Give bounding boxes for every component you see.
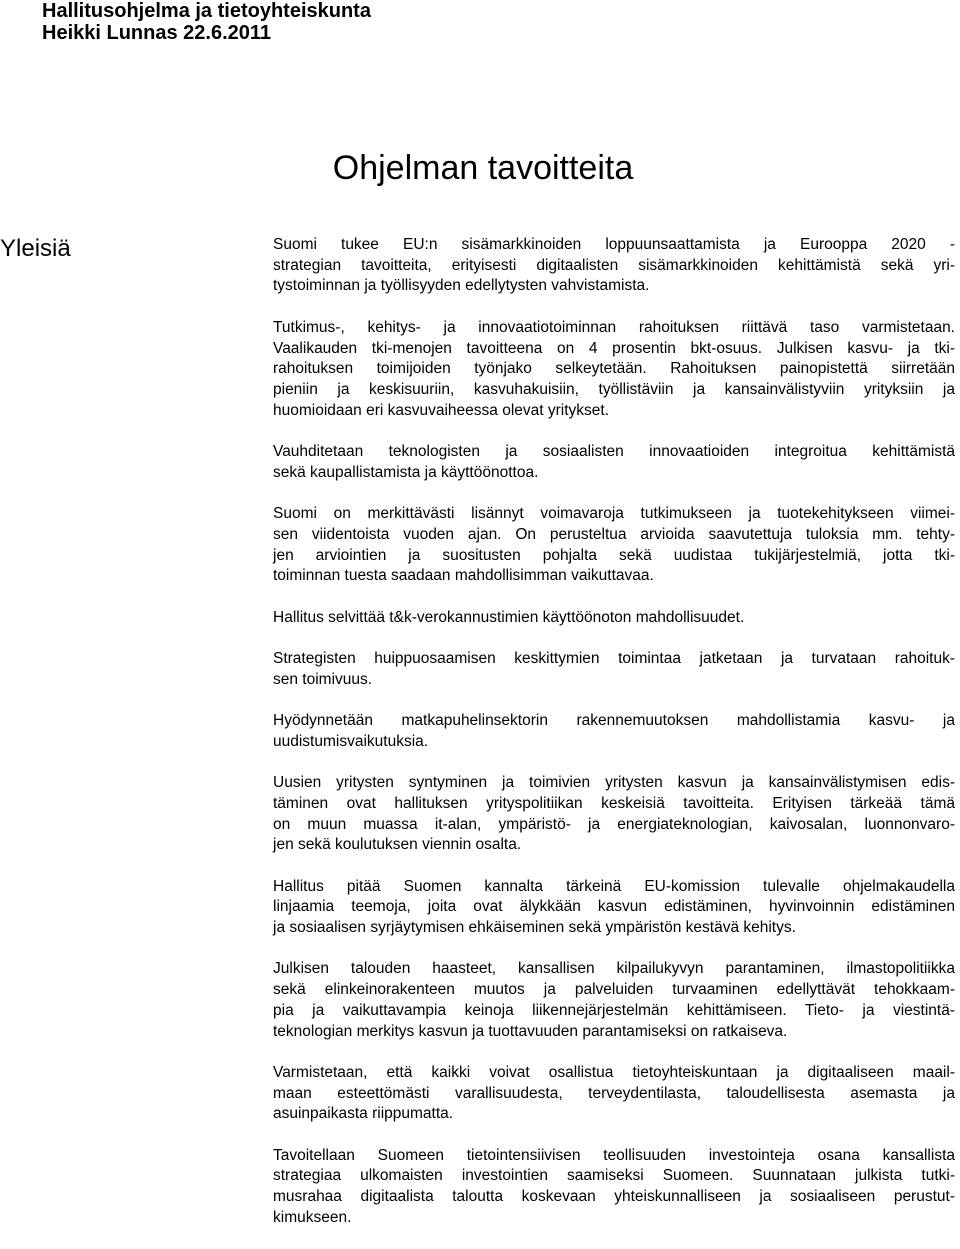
paragraph-line: toiminnan tuesta saadaan mahdollisimman vaikuttavaa. <box>273 567 654 585</box>
paragraph-line: Tutkimus-, kehitys- ja innovaatiotoiminnan rahoituksen riittävä taso varmistetaan. <box>273 318 955 336</box>
paragraph-line: Strategisten huippuosaamisen keskittymien toimintaa jatketaan ja turvataan rahoituk- <box>273 649 955 667</box>
paragraph-line: Tavoitellaan Suomeen tietointensiivisen teollisuuden investointeja osana kansallista <box>273 1146 955 1164</box>
paragraph-line: kimukseen. <box>273 1208 352 1226</box>
paragraph-line: strategiaa ulkomaisten investointien saamiseksi Suomeen. Suunnataan julkista tutki- <box>273 1167 955 1185</box>
paragraph-line: Uusien yritysten syntyminen ja toimivien yritysten kasvun ja kansainvälistymisen edis- <box>273 774 955 792</box>
paragraph-line: Suomi on merkittävästi lisännyt voimavaroja tutkimukseen ja tuotekehitykseen viimei- <box>273 505 955 523</box>
paragraph-line: sen viidentoista vuoden ajan. On perusteltua arvioida saavutettuja tuloksia mm. tehty- <box>273 525 955 543</box>
paragraph <box>273 235 955 297</box>
paragraph-line: uudistumisvaikutuksia. <box>273 732 429 750</box>
paragraph-line: Vaalikauden tki-menojen tavoitteena on 4 prosentin bkt-osuus. Julkisen kasvu- ja tki- <box>273 339 955 357</box>
paragraph-line: on muun muassa it-alan, ympäristö- ja energiateknologian, kaivosalan, luonnonvaro- <box>273 815 955 833</box>
paragraph-line: sekä kaupallistamista ja käyttöönottoa. <box>273 463 539 481</box>
paragraph <box>273 442 955 483</box>
paragraph <box>273 1146 955 1229</box>
paragraph-line: sen toimivuus. <box>273 670 373 688</box>
header-author-date: Heikki Lunnas 22.6.2011 <box>42 22 272 44</box>
section-label: Yleisiä <box>0 235 71 262</box>
paragraph <box>273 773 955 856</box>
paragraph-line: musrahaa digitaalista taloutta koskevaan yhteiskunnalliseen ja sosiaaliseen perustut- <box>273 1188 955 1206</box>
header-title: Hallitusohjelma ja tietoyhteiskunta <box>42 0 371 22</box>
paragraph-line: Suomi tukee EU:n sisämarkkinoiden loppuunsaattamista ja Eurooppa 2020 - <box>273 236 955 253</box>
paragraph <box>273 959 955 1042</box>
paragraph-line: pia ja vaikuttavampia keinoja liikennejärjestelmän kehittämiseen. Tieto- ja viestintä- <box>273 1001 955 1019</box>
paragraph-line: tystoiminnan ja työllisyyden edellytysten vahvistamista. <box>273 277 650 295</box>
paragraph-line: Hallitus selvittää t&k-verokannustimien käyttöönoton mahdollisuudet. <box>273 608 745 626</box>
page-title: Ohjelman tavoitteita <box>332 149 634 187</box>
paragraph-line: huomioidaan eri kasvuvaiheessa olevat yritykset. <box>273 401 610 419</box>
body-text <box>273 235 955 1249</box>
paragraph-line: rahoituksen toimijoiden työnjako selkeytetään. Rahoituksen painopistettä siirretään <box>273 360 955 378</box>
paragraph-line: asuinpaikasta riippumatta. <box>273 1105 454 1123</box>
paragraph-line: Vauhditetaan teknologisten ja sosiaalisten innovaatioiden integroitua kehittämistä <box>273 443 955 460</box>
paragraph-line: ja sosiaalisen syrjäytymisen ehkäiseminen sekä ympäristön kestävä kehitys. <box>273 919 796 937</box>
paragraph-line: pieniin ja keskisuuriin, kasvuhakuisiin, työllistäviin ja kansainvälistyviin yrityksiin ja <box>273 380 955 398</box>
paragraph-line: maan esteettömästi varallisuudesta, terveydentilasta, taloudellisesta asemasta ja <box>273 1084 955 1102</box>
paragraph <box>273 1063 955 1125</box>
paragraph-line: Hallitus pitää Suomen kannalta tärkeinä EU-komission tulevalle ohjelmakaudella <box>273 877 955 895</box>
paragraph-line: sekä elinkeinorakenteen muutos ja palveluiden turvaaminen edellyttävät tehokkaam- <box>273 981 955 999</box>
paragraph-line: teknologian merkitys kasvun ja tuottavuuden parantamiseksi on ratkaiseva. <box>273 1022 788 1040</box>
paragraph-line: Varmistetaan, että kaikki voivat osallistua tietoyhteiskuntaan ja digitaaliseen maail- <box>273 1063 955 1081</box>
paragraph <box>273 318 955 422</box>
paragraph <box>273 608 955 629</box>
paragraph <box>273 504 955 587</box>
paragraph-line: jen arviointien ja suositusten pohjalta sekä uudistaa tukijärjestelmiä, jotta tki- <box>273 546 955 564</box>
paragraph <box>273 649 955 690</box>
paragraph-line: Hyödynnetään matkapuhelinsektorin rakennemuutoksen mahdollistamia kasvu- ja <box>273 712 955 730</box>
paragraph-line: täminen ovat hallituksen yrityspolitiikan keskeisiä tavoitteita. Erityisen tärkeää tämä <box>273 794 955 812</box>
paragraph-line: linjaamia teemoja, joita ovat älykkään kasvun edistäminen, hyvinvoinnin edistäminen <box>273 898 955 916</box>
document-header <box>42 0 371 44</box>
paragraph-line: Julkisen talouden haasteet, kansallisen kilpailukyvyn parantaminen, ilmastopolitiikka <box>273 960 955 978</box>
paragraph-line: strategian tavoitteita, erityisesti digitaalisten sisämarkkinoiden kehittämistä sekä yri- <box>273 256 955 274</box>
paragraph <box>273 877 955 939</box>
paragraph <box>273 711 955 752</box>
paragraph-line: jen sekä koulutuksen viennin osalta. <box>273 836 522 854</box>
